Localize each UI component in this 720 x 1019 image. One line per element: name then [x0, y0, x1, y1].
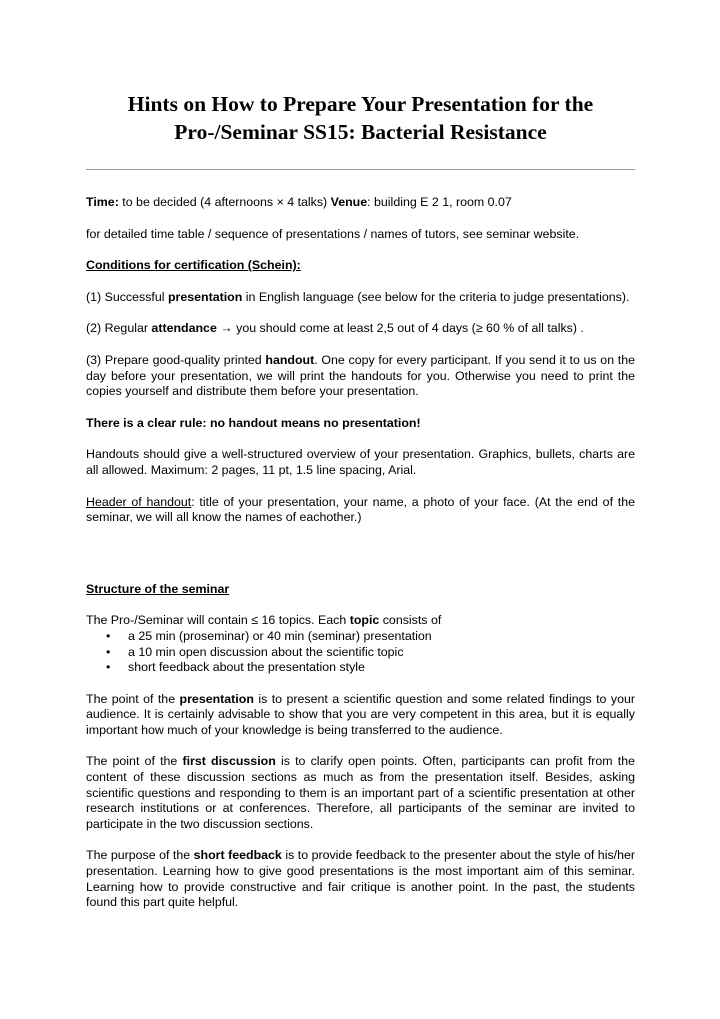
condition-2-keyword: attendance	[151, 321, 217, 336]
list-item	[86, 629, 635, 645]
time-venue-line	[86, 195, 635, 211]
presentation-keyword: presentation	[179, 691, 254, 706]
title-divider	[86, 169, 635, 170]
bullet-icon: •	[106, 660, 111, 675]
presentation-rest: is to present a scientific question and some related findings to your audience. It is certainly advisable to show that you are very competent in this area, but it is equally important how much of your knowledge is being transferred to the audience.	[86, 691, 635, 737]
discussion-text: The point of the	[86, 754, 183, 769]
structure-intro	[86, 613, 635, 629]
bullet-icon: •	[106, 628, 111, 643]
discussion-keyword: first discussion	[182, 754, 276, 769]
section-spacer	[86, 542, 635, 582]
condition-3	[86, 353, 635, 400]
conditions-heading: Conditions for certification (Schein):	[86, 258, 301, 273]
handout-header-text: : title of your presentation, your name, a photo of your face. (At the end of the seminar, we will all know the names of eachother.)	[86, 494, 635, 525]
discussion-paragraph	[86, 754, 635, 832]
rule-statement-text: There is a clear rule: no handout means no presentation!	[86, 415, 421, 430]
structure-intro-rest: consists of	[379, 613, 442, 628]
condition-1-text: (1) Successful	[86, 289, 168, 304]
condition-2-text: (2) Regular	[86, 321, 152, 336]
condition-2	[86, 321, 635, 337]
list-item-text: a 25 min (proseminar) or 40 min (seminar) presentation	[128, 628, 432, 643]
feedback-text: The purpose of the	[86, 848, 194, 863]
list-item-text: short feedback about the presentation style	[128, 660, 365, 675]
presentation-paragraph	[86, 692, 635, 739]
list-item	[86, 645, 635, 661]
feedback-rest: is to provide feedback to the presenter about the style of his/her presentation. Learning how to give good presentations is the most important aim of this seminar. Learning how to provide constructive and fair critique is another point. In the past, the students found this part quite helpful.	[86, 848, 636, 910]
feedback-keyword: short feedback	[193, 848, 282, 863]
document-page	[86, 90, 635, 927]
condition-1	[86, 290, 635, 306]
handout-description: Handouts should give a well-structured overview of your presentation. Graphics, bullets, charts are all allowed. Maximum: 2 pages, 11 pt, 1.5 line spacing, Arial.	[86, 447, 635, 477]
timetable-note: for detailed time table / sequence of presentations / names of tutors, see seminar website.	[86, 226, 580, 241]
structure-intro-text: The Pro-/Seminar will contain ≤ 16 topics. Each	[86, 613, 350, 628]
rule-statement	[86, 416, 635, 432]
condition-3-text: (3) Prepare good-quality printed	[86, 352, 266, 367]
list-item	[86, 660, 635, 676]
venue-value: : building E 2 1, room 0.07	[367, 195, 512, 209]
list-item-text: a 10 min open discussion about the scientific topic	[128, 644, 404, 659]
bullet-icon: •	[106, 644, 111, 659]
venue-label: Venue	[330, 195, 368, 209]
handout-header-label: Header of handout	[86, 494, 192, 509]
handout-header	[86, 495, 635, 526]
topic-list	[86, 629, 635, 676]
document-title: Hints on How to Prepare Your Presentation for the Pro-/Seminar SS15: Bacterial Resistance	[127, 92, 594, 144]
condition-1-keyword: presentation	[167, 289, 243, 304]
presentation-text: The point of the	[86, 691, 180, 706]
structure-intro-keyword: topic	[349, 613, 380, 628]
discussion-rest: is to clarify open points. Often, participants can profit from the content of these discussion sections as much as from the presentation itself. Besides, asking scientific questions and responding to them is an important part of a scientific presentation at other research institutions or at conferences. Therefore, all participants of the seminar are invited to participate in the two discussion sections.	[86, 754, 636, 831]
structure-heading: Structure of the seminar	[86, 581, 230, 596]
time-value: to be decided (4 afternoons × 4 talks)	[118, 195, 331, 209]
condition-3-rest: . One copy for every participant. If you send it to us on the day before your presentation, we will print the handouts for you. Otherwise you need to print the copies yourself and distribute them before your presentation.	[86, 352, 636, 399]
condition-2-rest: → you should come at least 2,5 out of 4 days (≥ 60 % of all talks) .	[216, 321, 584, 336]
condition-1-rest: in English language (see below for the criteria to judge presentations).	[242, 289, 630, 304]
time-label: Time:	[86, 195, 119, 209]
condition-3-keyword: handout	[265, 352, 315, 367]
feedback-paragraph	[86, 848, 635, 910]
